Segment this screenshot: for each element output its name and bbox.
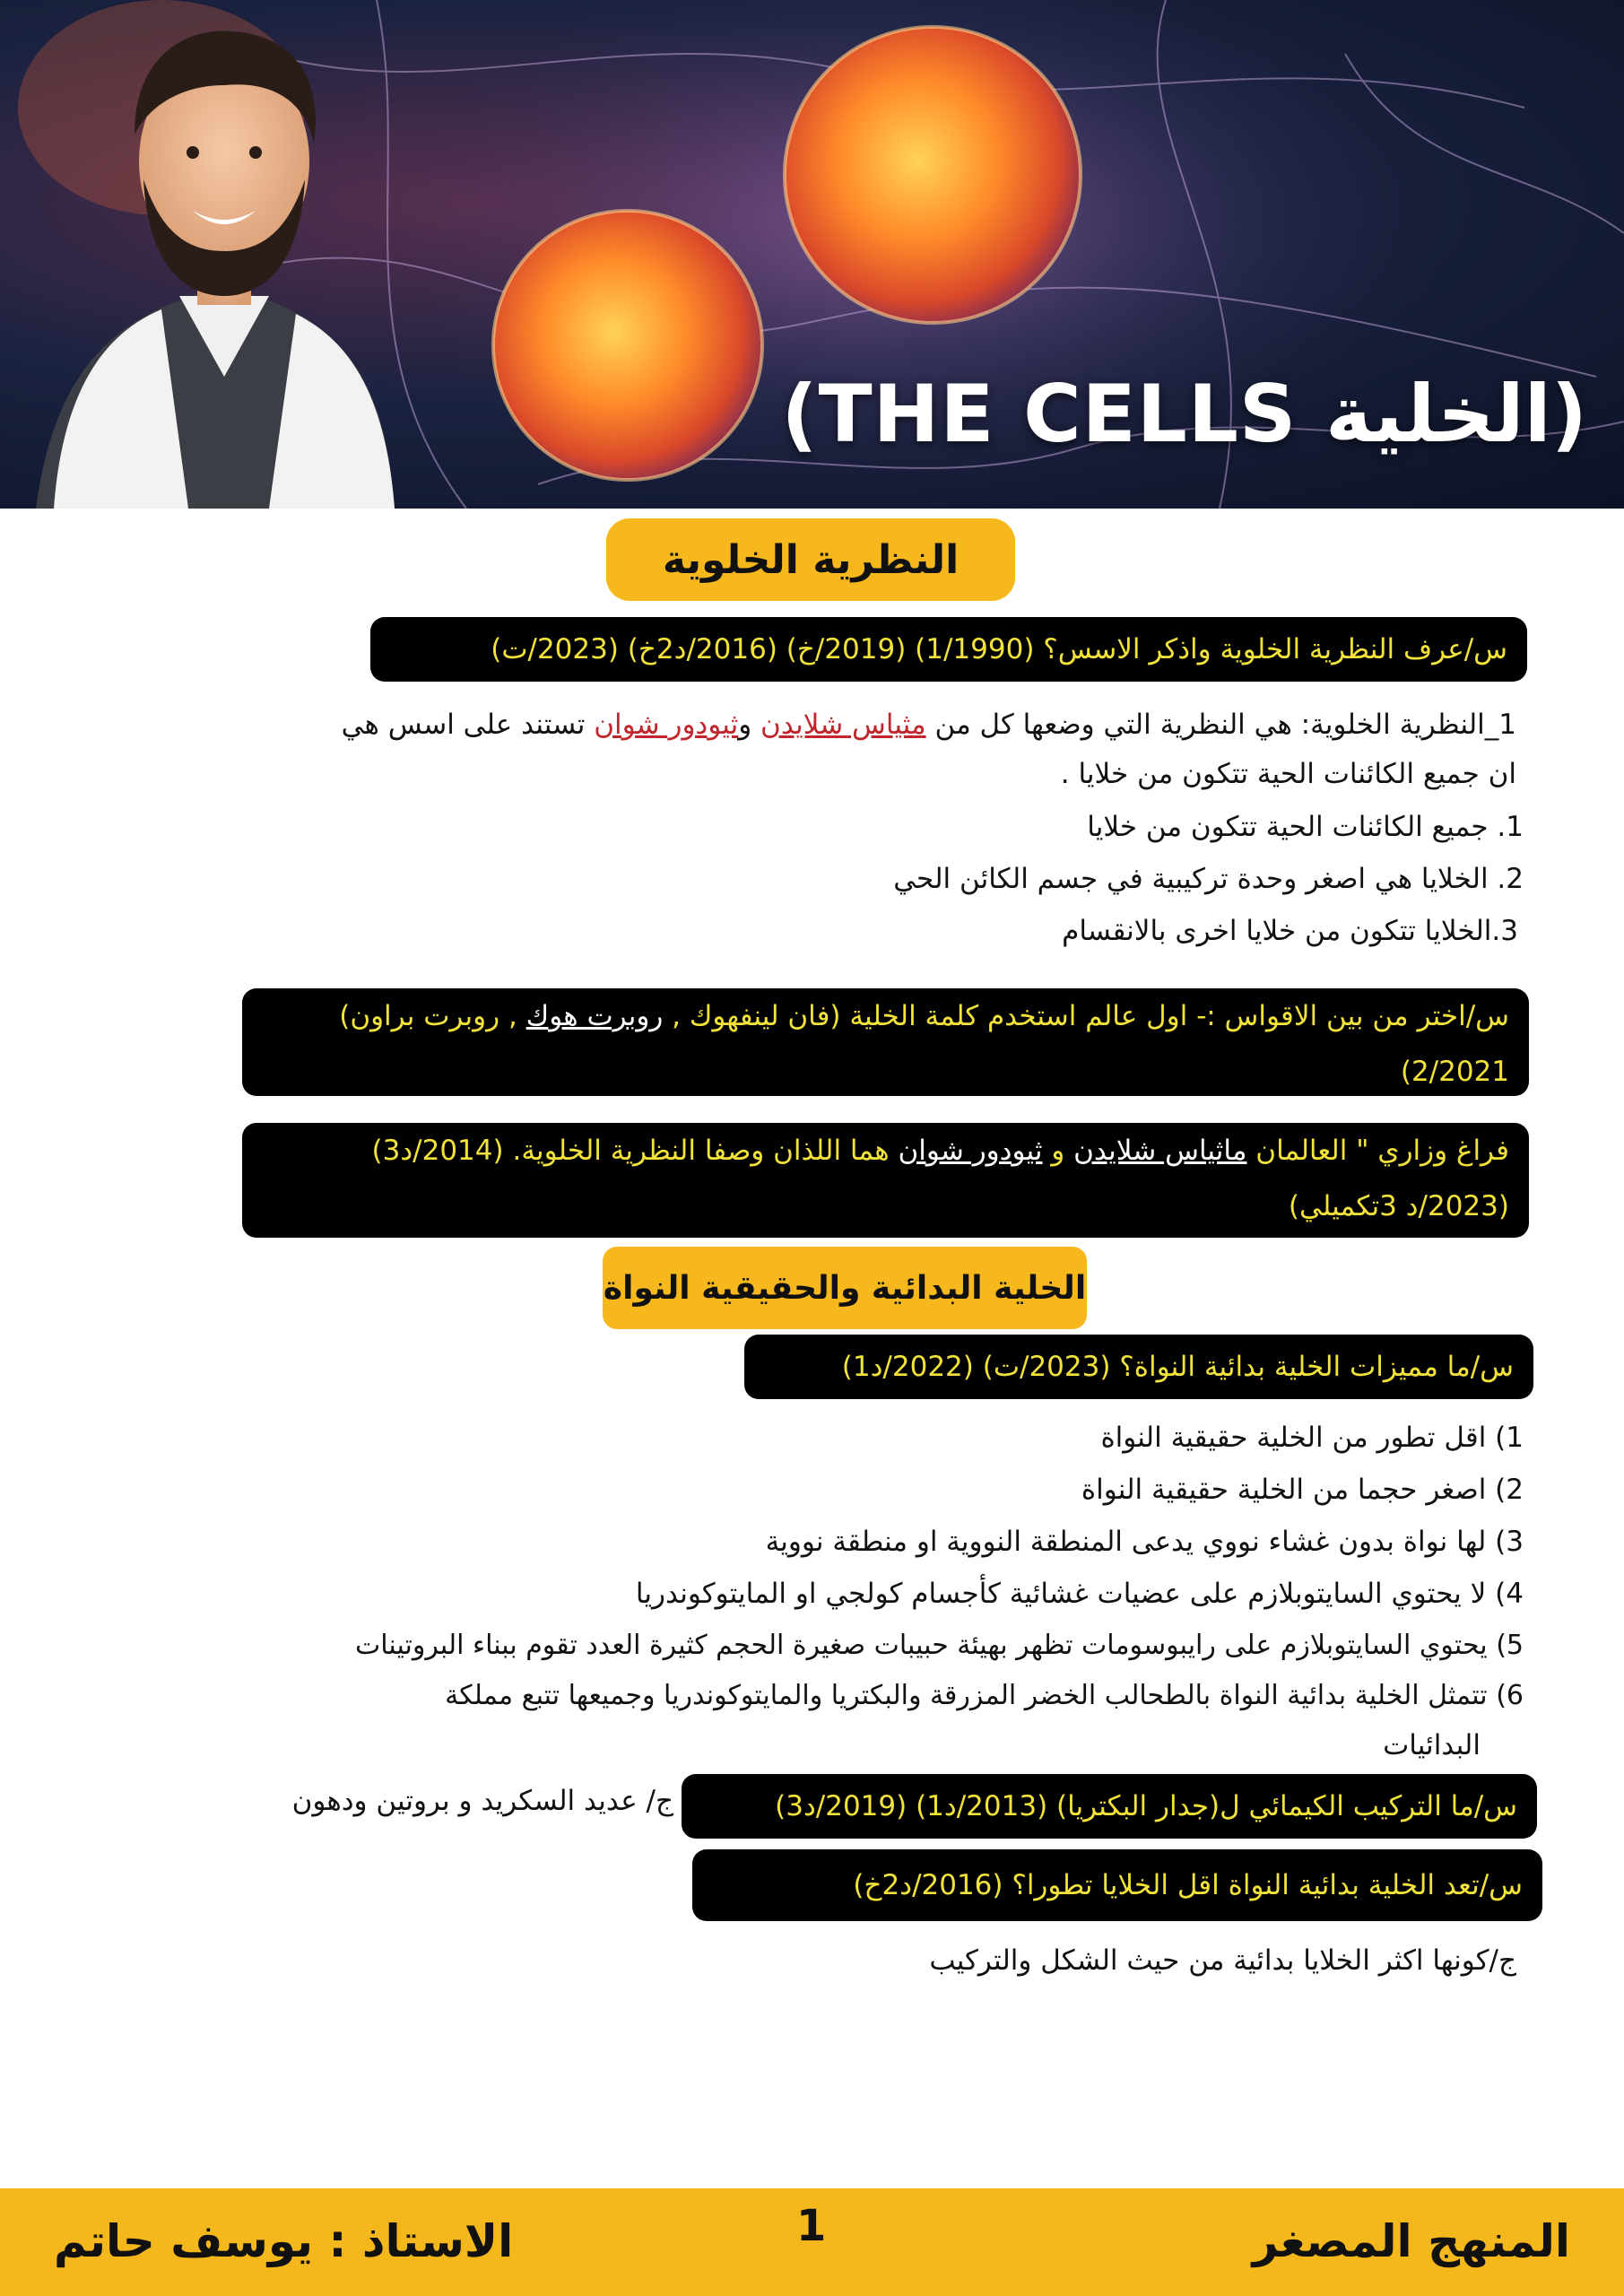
- header-banner: [0, 0, 1624, 509]
- underlined-name-1: ماثياس شلايدن: [1073, 1135, 1247, 1167]
- page-number: 1: [796, 2201, 827, 2251]
- section-heading-cell-types: [603, 1247, 1087, 1329]
- question-box-choose: [242, 988, 1529, 1096]
- question-box-fill-blank: [242, 1123, 1529, 1238]
- base-item-3: 3.الخلايا تتكون من خلايا اخرى بالانقسام: [1062, 915, 1518, 947]
- section-heading-text: الخلية البدائية والحقيقية النواة: [603, 1269, 1087, 1307]
- question-box-bacteria-wall: [682, 1774, 1537, 1839]
- feature-item-4: 4) لا يحتوي السايتوبلازم على عضيات غشائية كأجسام كولجي او المايتوكوندريا: [635, 1578, 1524, 1610]
- answer-line-2: ان جميع الكائنات الحية تتكون من خلايا .: [1060, 758, 1516, 790]
- section-heading-text: النظرية الخلوية: [662, 536, 960, 583]
- underlined-answer: روبرت هوك: [525, 1000, 664, 1032]
- section-heading-cell-theory: [606, 518, 1015, 601]
- footer-curriculum: المنهج المصغر: [1252, 2215, 1570, 2267]
- question-box-least-evolved: [692, 1849, 1542, 1921]
- feature-item-6-cont: البدائيات: [1383, 1729, 1481, 1761]
- question-line-2: (2023/د 3تكميلي): [1288, 1190, 1509, 1222]
- answer-bacteria-wall: ج/ عديد السكريد و بروتين ودهون: [291, 1785, 673, 1817]
- question-text: س/ما التركيب الكيمائي ل(جدار البكتريا) (2013/د1) (2019/د3): [775, 1790, 1517, 1822]
- banner-title: (THE CELLS الخلية): [781, 368, 1588, 460]
- feature-item-3: 3) لها نواة بدون غشاء نووي يدعى المنطقة النووية او منطقة نووية: [765, 1526, 1524, 1558]
- question-line-1: س/اختر من بين الاقواس :- اول عالم استخدم كلمة الخلية (فان لينفهوك , روبرت هوك , روبرت براون): [339, 1000, 1509, 1032]
- scientist-name-2: ثيودور شوان: [594, 709, 739, 741]
- question-box-prokaryote-features: [744, 1335, 1533, 1399]
- feature-item-1: 1) اقل تطور من الخلية حقيقية النواة: [1100, 1422, 1524, 1454]
- answer-part1: 1_النظرية الخلوية: هي النظرية التي وضعها كل من: [925, 709, 1516, 741]
- answer-part2: تستند على اسس هي: [341, 709, 595, 741]
- question-text: س/ما مميزات الخلية بدائية النواة؟ (2023/ت) (2022/د1): [841, 1351, 1514, 1383]
- feature-item-5: 5) يحتوي السايتوبلازم على رايبوسومات تظهر بهيئة حبيبات صغيرة الحجم كثيرة العدد تقوم ببناء البروتينات: [355, 1630, 1524, 1661]
- feature-item-6: 6) تتمثل الخلية بدائية النواة بالطحالب الخضر المزرقة والبكتريا والمايتوكوندريا وجميعها تتبع مملكة: [445, 1680, 1524, 1711]
- answer-least-evolved: ج/كونها اكثر الخلايا بدائية من حيث الشكل والتركيب: [929, 1944, 1516, 1977]
- answer-line-1: [342, 709, 1516, 741]
- footer-bar: [0, 2188, 1624, 2296]
- base-item-2: 2. الخلايا هي اصغر وحدة تركيبية في جسم الكائن الحي: [893, 863, 1524, 895]
- base-item-1: 1. جميع الكائنات الحية تتكون من خلايا: [1087, 811, 1524, 843]
- scientist-name-1: مثياس شلايدن: [760, 709, 926, 741]
- question-line-1: فراغ وزاري " العالمان ماثياس شلايدن و ثيودور شوان هما اللذان وصفا النظرية الخلوية. (2014/د3): [371, 1135, 1509, 1167]
- question-text: س/عرف النظرية الخلوية واذكر الاسس؟ (1/1990) (2019/خ) (2016/د2خ) (2023/ت): [491, 633, 1507, 665]
- footer-teacher: الاستاذ : يوسف حاتم: [54, 2215, 514, 2267]
- question-line-2: 2/2021): [1400, 1056, 1509, 1088]
- underlined-name-2: ثيودور شوان: [898, 1135, 1043, 1167]
- question-text: س/تعد الخلية بدائية النواة اقل الخلايا تطورا؟ (2016/د2خ): [853, 1869, 1523, 1901]
- feature-item-2: 2) اصغر حجما من الخلية حقيقية النواة: [1081, 1474, 1524, 1506]
- answer-and: و: [738, 709, 761, 741]
- question-box-define-theory: [370, 617, 1527, 682]
